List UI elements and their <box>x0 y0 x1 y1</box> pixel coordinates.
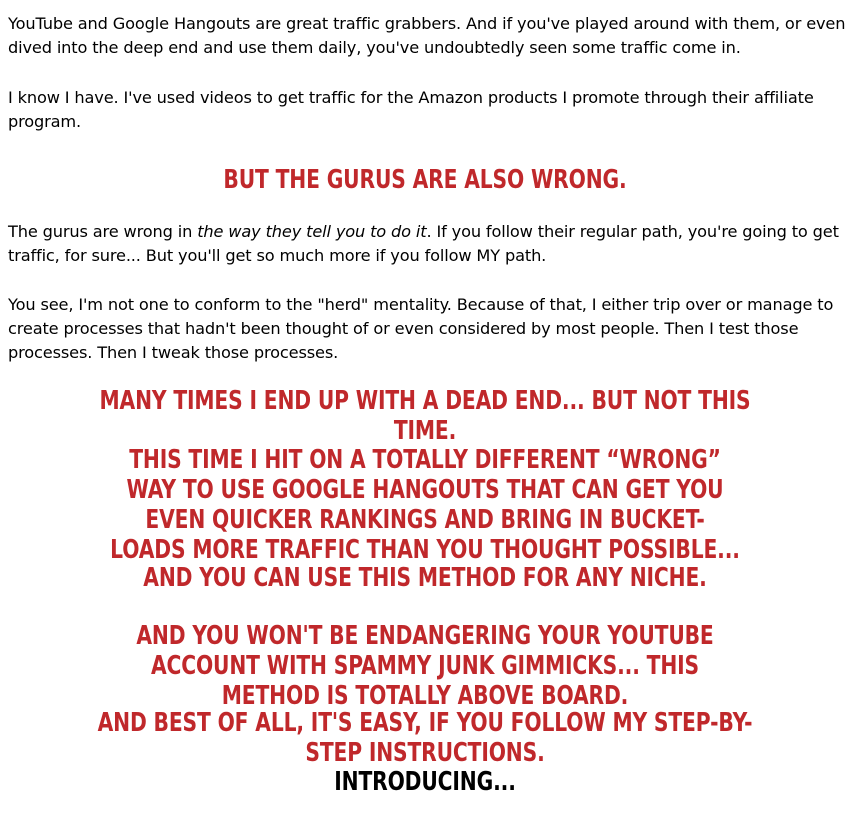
dead-end-headline: MANY TIMES I END UP WITH A DEAD END... BUT NOT THIS TIME. <box>99 386 751 446</box>
gurus-wrong-text-start: The gurus are wrong in <box>8 222 198 241</box>
gurus-wrong-text-end: . If you follow their regular path, you're going to get traffic, for sure... But you'll get so much more if you follow MY path. <box>8 222 839 265</box>
intro-paragraph: YouTube and Google Hangouts are great traffic grabbers. And if you've played around with them, or even dived into the deep end and use them daily, you've undoubtedly seen some traffic come in. <box>8 14 846 57</box>
introducing-headline: INTRODUCING... <box>334 767 516 797</box>
easy-instructions-headline: AND BEST OF ALL, IT'S EASY, IF YOU FOLLOW MY STEP-BY-STEP INSTRUCTIONS. <box>97 708 753 768</box>
herd-mentality-paragraph: You see, I'm not one to conform to the "herd" mentality. Because of that, I either trip over or manage to create processes that hadn't been thought of or even considered by most people. Then I test those processes. Then I tweak those processes. <box>8 295 834 362</box>
any-niche-headline: AND YOU CAN USE THIS METHOD FOR ANY NICHE. <box>143 563 707 593</box>
youtube-safe-headline: AND YOU WON'T BE ENDANGERING YOUR YOUTUBE ACCOUNT WITH SPAMMY JUNK GIMMICKS... THIS METHOD IS TOTALLY ABOVE BOARD. <box>136 621 714 711</box>
gurus-wrong-emphasis: the way they tell you to do it <box>197 222 427 241</box>
google-hangouts-headline: THIS TIME I HIT ON A TOTALLY DIFFERENT “WRONG” WAY TO USE GOOGLE HANGOUTS THAT CAN GET YOU EVEN QUICKER RANKINGS AND BRING IN BUCKET-LOADS MORE TRAFFIC THAN YOU THOUGHT POSSIBLE... <box>110 445 740 565</box>
gurus-wrong-headline: BUT THE GURUS ARE ALSO WRONG. <box>223 165 627 195</box>
gurus-wrong-paragraph <box>8 220 846 268</box>
experience-paragraph: I know I have. I've used videos to get traffic for the Amazon products I promote through their affiliate program. <box>8 88 814 131</box>
